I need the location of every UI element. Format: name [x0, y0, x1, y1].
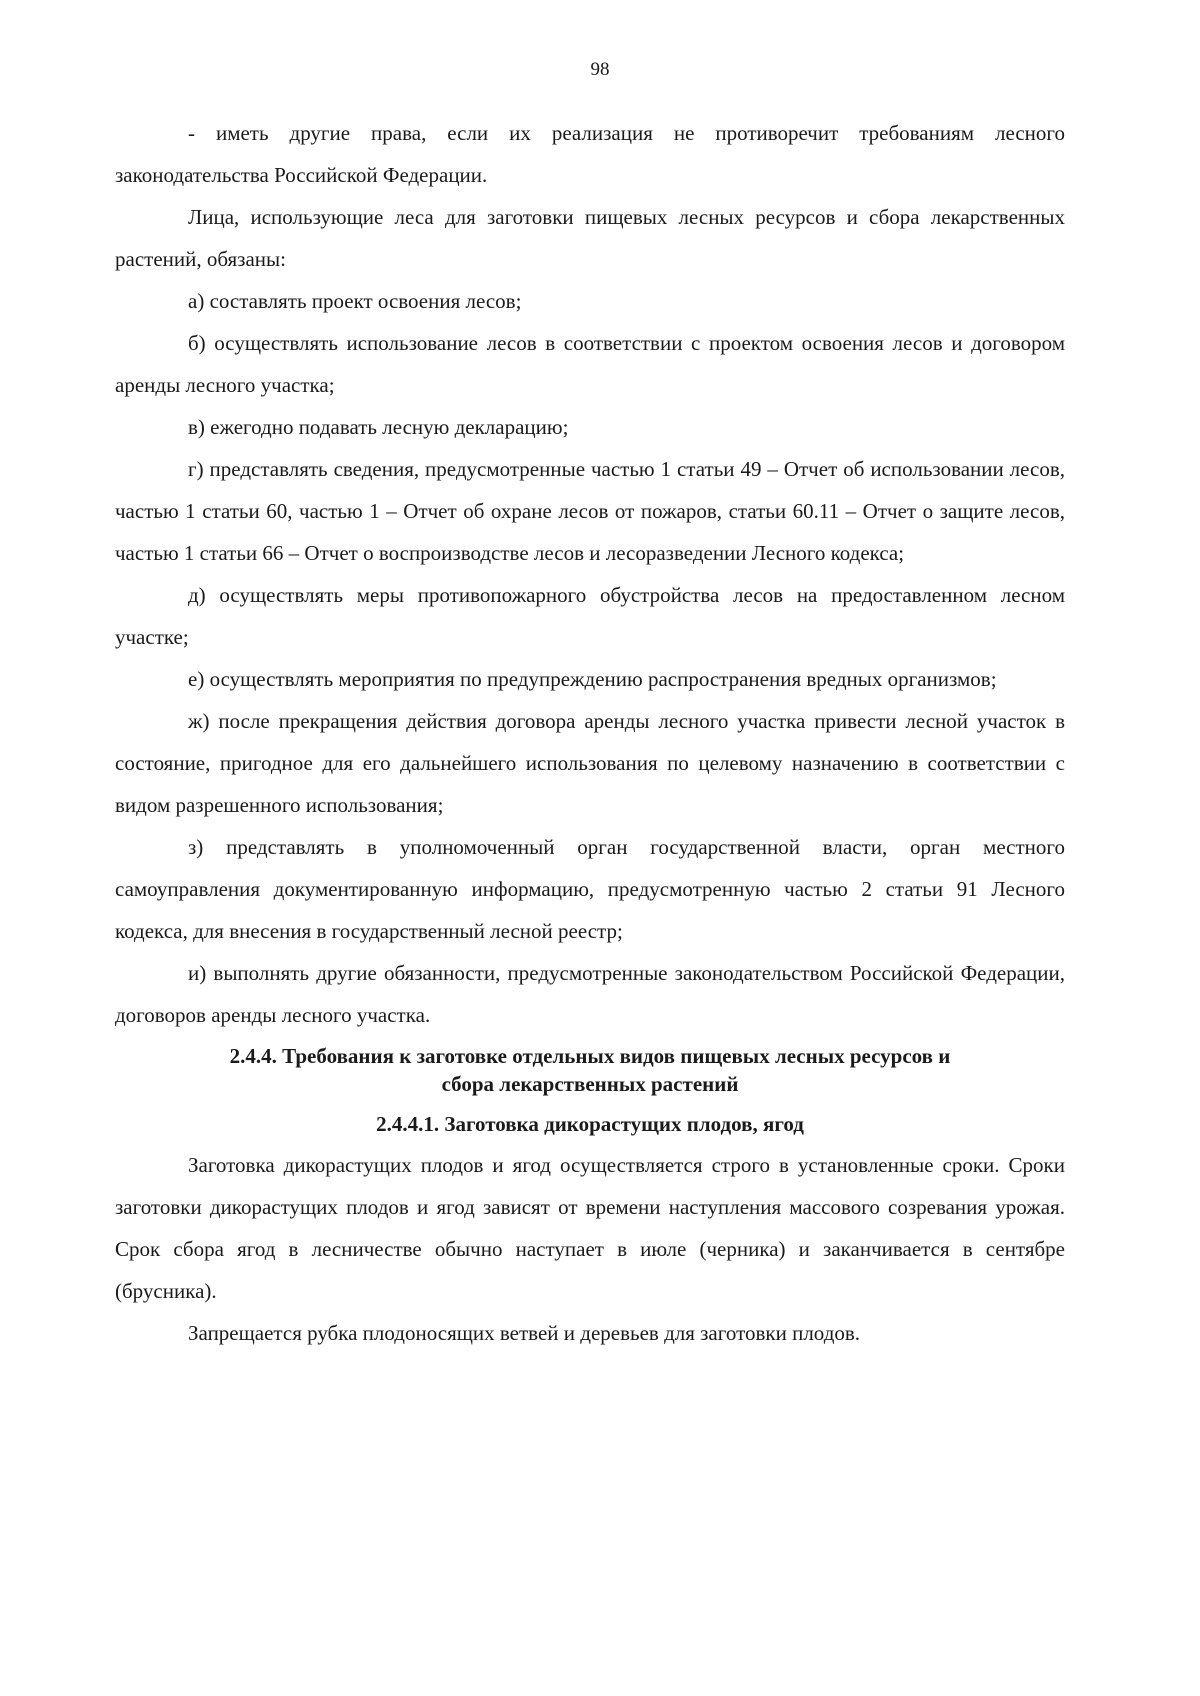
list-item-d: д) осуществлять меры противопожарного обустройства лесов на предоставленном лесном участке; — [115, 583, 1065, 649]
page-number: 98 — [590, 59, 610, 80]
subsection-heading: 2.4.4.1. Заготовка дикорастущих плодов, ягод — [376, 1112, 804, 1136]
list-item-g: г) представлять сведения, предусмотренные частью 1 статьи 49 – Отчет об использовании лесов, частью 1 статьи 60, частью 1 – Отчет об охране лесов от пожаров, статьи 60.11 – Отчет о защите лесов, частью 1 статьи 66 – Отчет о воспроизводстве лесов и лесоразведении Лесного кодекса; — [115, 457, 1065, 565]
paragraph-obligations-intro: Лица, использующие леса для заготовки пищевых лесных ресурсов и сбора лекарственных растений, обязаны: — [115, 205, 1065, 271]
paragraph-harvest-terms: Заготовка дикорастущих плодов и ягод осуществляется строго в установленные сроки. Сроки заготовки дикорастущих плодов и ягод зависят от времени наступления массового созревания урожая. Срок сбора ягод в лесничестве обычно наступает в июле (черника) и заканчивается в сентябре (брусника). — [115, 1153, 1065, 1303]
list-item-v: в) ежегодно подавать лесную декларацию; — [188, 415, 569, 439]
list-item-a: а) составлять проект освоения лесов; — [188, 289, 522, 313]
paragraph-other-rights: - иметь другие права, если их реализация не противоречит требованиям лесного законодательства Российской Федерации. — [115, 121, 1065, 187]
list-item-b: б) осуществлять использование лесов в соответствии с проектом освоения лесов и договором аренды лесного участка; — [115, 331, 1065, 397]
list-item-zh: ж) после прекращения действия договора аренды лесного участка привести лесной участок в состояние, пригодное для его дальнейшего использования по целевому назначению в соответствии с видом разрешенного использования; — [115, 709, 1065, 817]
document-body — [115, 112, 1065, 1354]
list-item-i: и) выполнять другие обязанности, предусмотренные законодательством Российской Федерации, договоров аренды лесного участка. — [115, 961, 1065, 1027]
list-item-z: з) представлять в уполномоченный орган государственной власти, орган местного самоуправления документированную информацию, предусмотренную частью 2 статьи 91 Лесного кодекса, для внесения в государственный лесной реестр; — [115, 835, 1065, 943]
paragraph-prohibition: Запрещается рубка плодоносящих ветвей и деревьев для заготовки плодов. — [188, 1321, 861, 1345]
list-item-e: е) осуществлять мероприятия по предупреждению распространения вредных организмов; — [188, 667, 997, 691]
section-heading: 2.4.4. Требования к заготовке отдельных видов пищевых лесных ресурсов и сбора лекарственных растений — [229, 1044, 951, 1096]
